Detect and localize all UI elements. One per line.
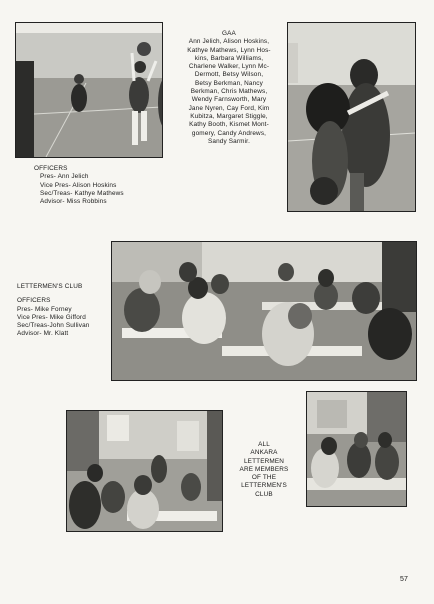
gaa-gym-photo	[287, 22, 416, 212]
lettermen-study-photo	[306, 391, 407, 507]
gaa-member-line: Berkman, Chris Mathews,	[190, 88, 268, 96]
gaa-officers-heading: OFFICERS	[34, 165, 68, 172]
gaa-officer-line: Advisor- Miss Robbins	[40, 198, 107, 206]
lettermen-note-line: ANKARA	[250, 449, 278, 457]
gaa-member-line: kins, Barbara Williams,	[194, 54, 264, 62]
gaa-heading: GAA	[222, 30, 236, 37]
gaa-member-line: Wendy Farnsworth, Mary	[191, 96, 267, 104]
lettermen-library-photo	[66, 410, 223, 532]
lettermen-note-line: LETTERMEN'S	[241, 482, 287, 490]
lettermen-officer-line: Pres- Mike Forney	[17, 305, 72, 313]
lettermen-note-line: CLUB	[255, 490, 273, 498]
gaa-member-line: Ann Jelich, Alison Hoskins,	[188, 38, 270, 46]
gaa-member-line: Kathye Mathews, Lynn Hos-	[187, 46, 271, 54]
gaa-basketball-photo	[15, 22, 163, 158]
gaa-member-line: Sandy Sarmir.	[207, 137, 251, 145]
gaa-member-line: Betsy Berkman, Nancy	[195, 79, 263, 87]
gaa-member-line: Charlene Walker, Lynn Mc-	[188, 63, 270, 71]
lettermen-heading: LETTERMEN'S CLUB	[17, 283, 83, 290]
gaa-member-line: Dermott, Betsy Wilson,	[194, 71, 264, 79]
gaa-member-line: Kubitza, Margaret Stiggle,	[190, 112, 268, 120]
lettermen-officer-line: Sec/Treas-John Sullivan	[17, 322, 90, 330]
lettermen-note-line: OF THE	[251, 474, 277, 482]
lettermen-note-line: LETTERMEN	[243, 457, 285, 465]
page-number: 57	[400, 576, 409, 583]
gaa-officer-line: Vice Pres- Alison Hoskins	[40, 181, 117, 189]
gaa-officer-line: Sec/Treas- Kathye Mathews	[40, 189, 124, 197]
gaa-officer-line: Pres- Ann Jelich	[40, 173, 89, 181]
lettermen-note-line: ALL	[258, 441, 270, 448]
lettermen-officers-heading: OFFICERS	[17, 297, 51, 305]
lettermen-note-line: ARE MEMBERS	[239, 465, 289, 473]
lettermen-classroom-photo	[111, 241, 417, 381]
gaa-member-line: gomery, Candy Andrews,	[191, 129, 267, 137]
gaa-member-line: Kathy Booth, Kismet Mont-	[189, 121, 269, 129]
lettermen-officer-line: Advisor- Mr. Klatt	[17, 330, 69, 338]
gaa-member-line: Jane Nyren, Cay Ford, Kim	[188, 104, 270, 112]
lettermen-officer-line: Vice Pres- Mike Gifford	[17, 313, 86, 321]
